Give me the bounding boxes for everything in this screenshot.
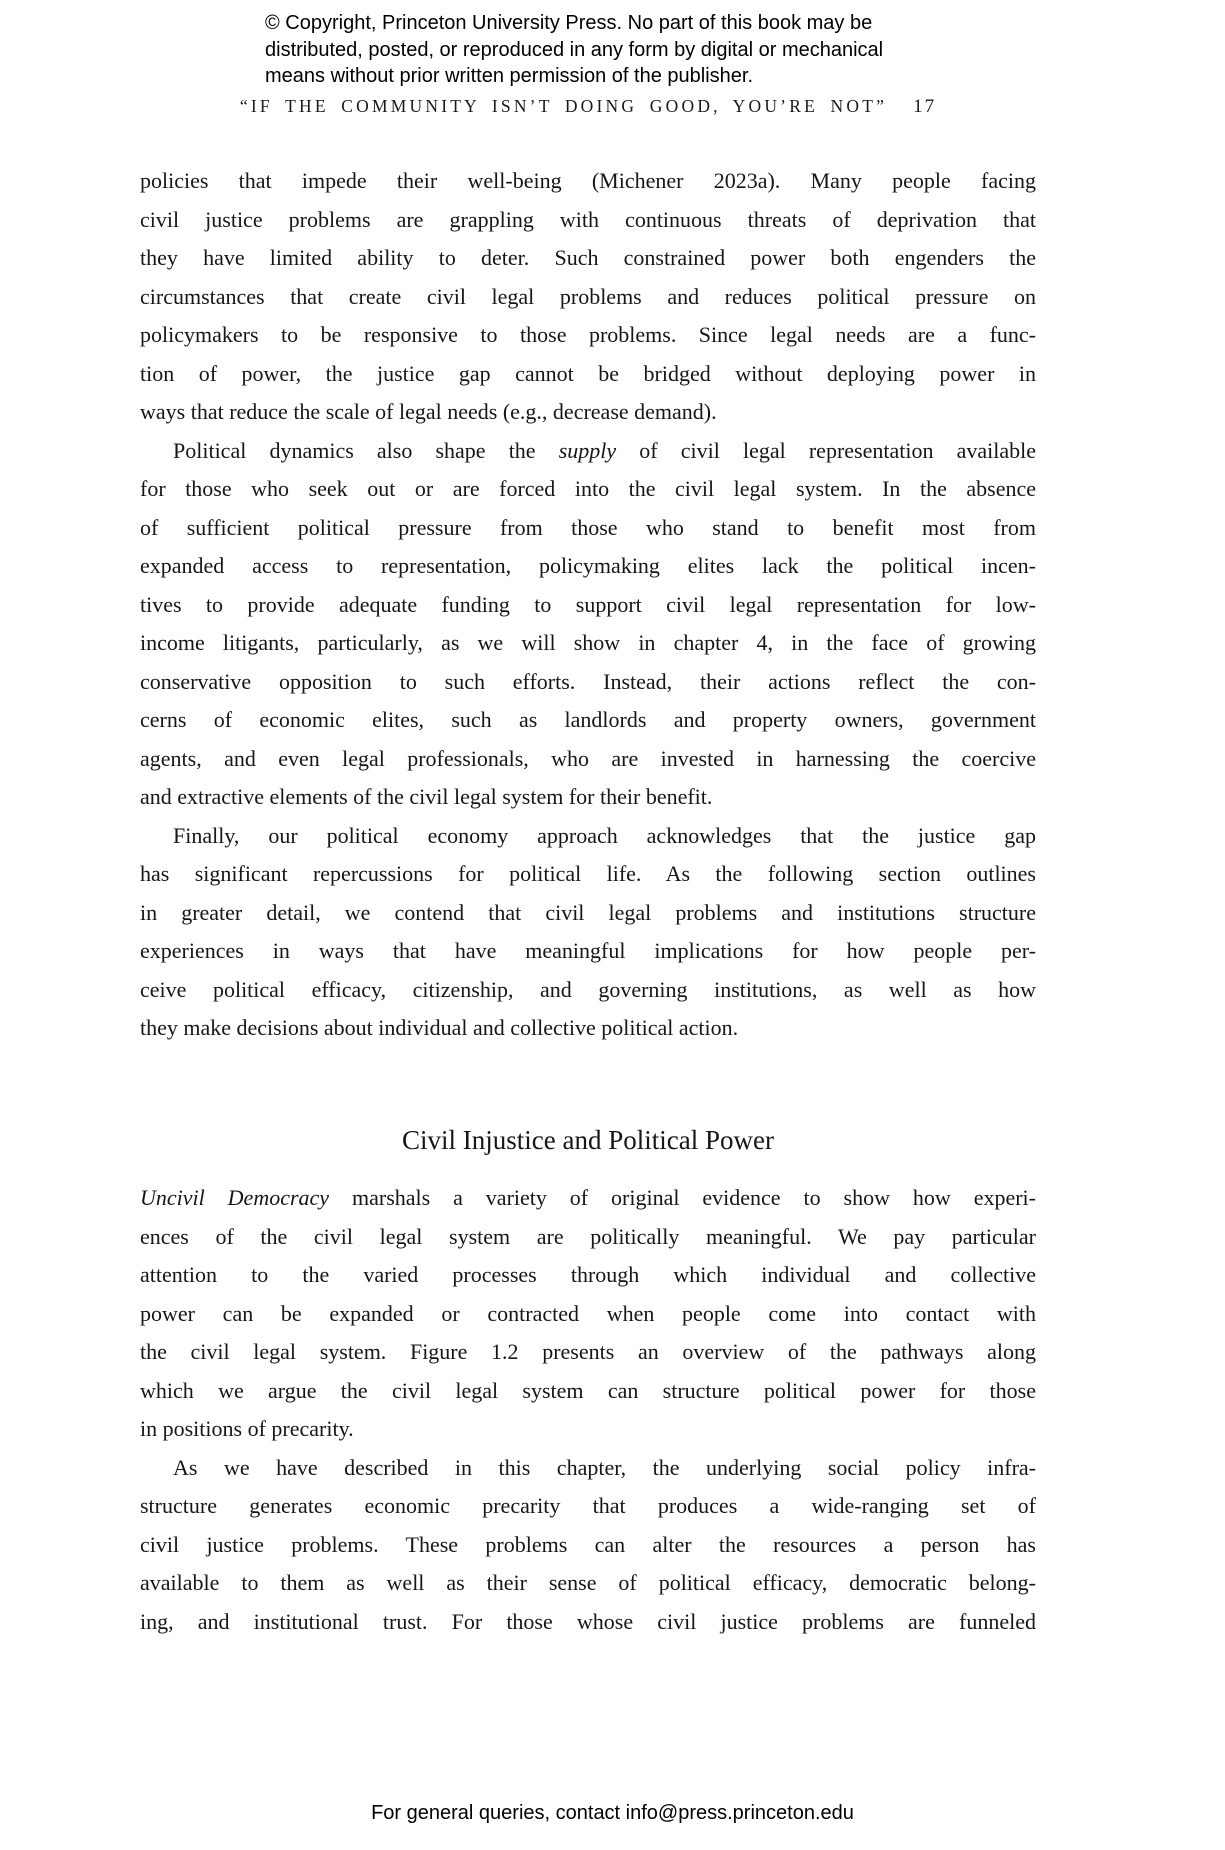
text-run: of sufficient political pressure from those who stand to benefit most from	[140, 514, 1036, 540]
paragraph-5	[140, 1449, 1036, 1642]
copyright-line: distributed, posted, or reproduced in any form by digital or mechanical	[265, 38, 884, 61]
text-line	[140, 1218, 1036, 1257]
text-run: attention to the varied processes through which individual and collective	[140, 1262, 1036, 1287]
footer-contact: For general queries, contact info@press.princeton.edu	[371, 1802, 854, 1824]
text-run: expanded access to representation, policymaking elites lack the political incen-	[140, 553, 1036, 578]
text-line	[140, 432, 1036, 471]
text-line	[140, 1526, 1036, 1565]
text-run: policies that impede their well-being (Michener 2023a). Many people facing	[140, 168, 1036, 193]
text-line	[140, 663, 1036, 702]
text-run: tion of power, the justice gap cannot be bridged without deploying power in	[140, 360, 1036, 386]
body-text-lower	[140, 1179, 1036, 1641]
italic-text-run: supply	[558, 437, 617, 463]
text-run: marshals a variety of original evidence to show how experi-	[329, 1185, 1036, 1210]
text-run: tives to provide adequate funding to support civil legal representation for low-	[140, 591, 1036, 617]
text-line	[140, 1410, 1036, 1449]
text-line	[140, 1564, 1036, 1603]
text-run: conservative opposition to such efforts. Instead, their actions reflect the con-	[140, 668, 1036, 694]
text-run: agents, and even legal professionals, who are invested in harnessing the coercive	[140, 745, 1036, 771]
copyright-notice	[265, 10, 883, 90]
text-line	[140, 855, 1036, 894]
text-line	[140, 817, 1036, 856]
text-line	[140, 1179, 1036, 1218]
text-line	[140, 1487, 1036, 1526]
text-run: ences of the civil legal system are politically meaningful. We pay particular	[140, 1223, 1036, 1249]
text-run: in greater detail, we contend that civil legal problems and institutions structure	[140, 899, 1036, 925]
text-run: experiences in ways that have meaningful implications for how people per-	[140, 938, 1036, 963]
text-line	[140, 470, 1036, 509]
text-run: they have limited ability to deter. Such constrained power both engenders the	[140, 245, 1036, 270]
text-line	[140, 162, 1036, 201]
paragraph-4	[140, 1179, 1036, 1449]
text-line	[140, 1256, 1036, 1295]
text-line	[140, 509, 1036, 548]
text-run: civil justice problems are grappling with continuous threats of deprivation that	[140, 206, 1036, 232]
text-run: ways that reduce the scale of legal needs (e.g., decrease demand).	[140, 399, 717, 424]
section-heading: Civil Injustice and Political Power	[402, 1125, 774, 1155]
text-line	[140, 316, 1036, 355]
page-number: 17	[913, 96, 937, 117]
running-header-title: “IF THE COMMUNITY ISN’T DOING GOOD, YOU’RE NOT”	[239, 96, 888, 116]
paragraph-2	[140, 432, 1036, 817]
text-run: circumstances that create civil legal problems and reduces political pressure on	[140, 283, 1036, 309]
copyright-line: means without prior written permission of the publisher.	[265, 65, 754, 87]
text-run: civil justice problems. These problems can alter the resources a person has	[140, 1531, 1036, 1557]
text-run: and extractive elements of the civil legal system for their benefit.	[140, 784, 713, 809]
text-line	[140, 624, 1036, 663]
text-line	[140, 278, 1036, 317]
text-run: ing, and institutional trust. For those whose civil justice problems are funneled	[140, 1608, 1036, 1634]
text-line	[140, 701, 1036, 740]
text-run: Political dynamics also shape the	[173, 437, 559, 463]
text-run: has significant repercussions for political life. As the following section outlines	[140, 861, 1036, 886]
text-run: ceive political efficacy, citizenship, and governing institutions, as well as how	[140, 976, 1036, 1002]
text-line	[140, 932, 1036, 971]
running-header	[140, 96, 1036, 118]
text-run: cerns of economic elites, such as landlords and property owners, government	[140, 707, 1036, 732]
copyright-line: © Copyright, Princeton University Press. No part of this book may be	[265, 12, 873, 34]
text-line	[140, 1333, 1036, 1372]
text-run: the civil legal system. Figure 1.2 presents an overview of the pathways along	[140, 1339, 1036, 1364]
italic-text-run: Uncivil Democracy	[140, 1185, 330, 1210]
paragraph-3	[140, 817, 1036, 1048]
text-run: they make decisions about individual and collective political action.	[140, 1015, 739, 1040]
text-line	[140, 586, 1036, 625]
text-run: power can be expanded or contracted when people come into contact with	[140, 1300, 1036, 1326]
text-line	[140, 740, 1036, 779]
text-line	[140, 1009, 1036, 1048]
text-line	[140, 201, 1036, 240]
text-line	[140, 971, 1036, 1010]
text-line	[140, 1372, 1036, 1411]
text-run: which we argue the civil legal system can structure political power for those	[140, 1377, 1036, 1403]
text-run: structure generates economic precarity that produces a wide-ranging set of	[140, 1493, 1036, 1518]
text-run: As we have described in this chapter, the underlying social policy infra-	[173, 1454, 1036, 1480]
text-line	[140, 1449, 1036, 1488]
text-line	[140, 1295, 1036, 1334]
body-text-upper	[140, 162, 1036, 1048]
text-line	[140, 393, 1036, 432]
text-line	[140, 239, 1036, 278]
text-line	[140, 1603, 1036, 1642]
text-run: in positions of precarity.	[140, 1416, 354, 1441]
text-line	[140, 778, 1036, 817]
text-run: Finally, our political economy approach acknowledges that the justice gap	[173, 822, 1036, 848]
text-line	[140, 894, 1036, 933]
text-line	[140, 355, 1036, 394]
text-run: policymakers to be responsive to those problems. Since legal needs are a func-	[140, 322, 1036, 347]
text-run: available to them as well as their sense of political efficacy, democratic belong-	[140, 1570, 1036, 1595]
paragraph-1	[140, 162, 1036, 432]
text-line	[140, 547, 1036, 586]
text-run: income litigants, particularly, as we will show in chapter 4, in the face of growing	[140, 630, 1036, 655]
text-run: for those who seek out or are forced into the civil legal system. In the absence	[140, 476, 1036, 501]
text-run: of civil legal representation available	[616, 437, 1036, 463]
